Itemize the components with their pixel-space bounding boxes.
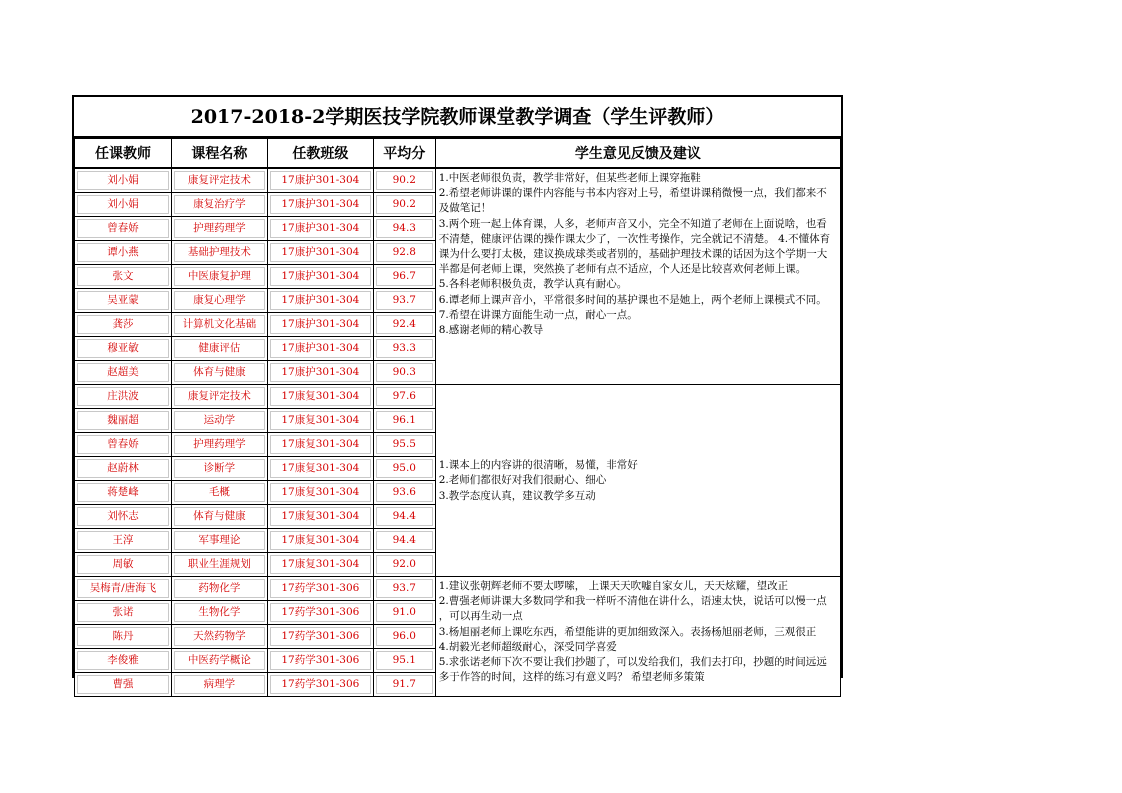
- score-value: 93.7: [376, 291, 433, 310]
- feedback-line: 2.曹强老师讲课大多数同学和我一样听不清他在讲什么，语速太快，说话可以慢一点 ，可以再生动一点: [438, 595, 827, 623]
- feedback-line: 3.杨旭丽老师上课吃东西，希望能讲的更加细致深入。表扬杨旭丽老师，三观很正: [438, 625, 817, 638]
- table-row: [75, 168, 841, 193]
- cell-course[interactable]: [171, 168, 267, 193]
- cell-class[interactable]: [267, 241, 373, 265]
- cell-teacher[interactable]: [75, 505, 172, 529]
- score-value: 91.0: [376, 603, 433, 622]
- feedback-line: 8.感谢老师的精心教导: [438, 324, 544, 337]
- teacher-value: 庄洪波: [77, 387, 169, 406]
- cell-teacher[interactable]: [75, 313, 172, 337]
- teacher-value: 龚莎: [77, 315, 169, 334]
- header-row: [75, 139, 841, 169]
- cell-class[interactable]: [267, 577, 373, 601]
- table-row: [75, 385, 841, 409]
- cell-class[interactable]: [267, 601, 373, 625]
- class-value: 17康复301-304: [270, 459, 371, 478]
- cell-score[interactable]: [373, 168, 435, 193]
- cell-score[interactable]: [373, 577, 435, 601]
- cell-score[interactable]: [373, 361, 435, 385]
- teacher-value: 蒋楚峰: [77, 483, 169, 502]
- feedback-line: 7.希望在讲课方面能生动一点，耐心一点。: [438, 308, 638, 321]
- cell-teacher[interactable]: [75, 361, 172, 385]
- teacher-value: 吴梅青/唐海飞: [77, 579, 169, 598]
- cell-teacher[interactable]: [75, 625, 172, 649]
- cell-class[interactable]: [267, 168, 373, 193]
- cell-class[interactable]: [267, 529, 373, 553]
- cell-class[interactable]: [267, 289, 373, 313]
- course-value: 护理药理学: [174, 219, 265, 238]
- teacher-value: 王淳: [77, 531, 169, 550]
- course-value: 基础护理技术: [174, 243, 265, 262]
- cell-teacher[interactable]: [75, 265, 172, 289]
- course-value: 计算机文化基础: [174, 315, 265, 334]
- course-value: 康复评定技术: [174, 171, 265, 190]
- class-value: 17康护301-304: [270, 363, 371, 382]
- score-value: 92.0: [376, 555, 433, 574]
- header-teacher: 任课教师: [75, 139, 172, 169]
- cell-course[interactable]: [171, 193, 267, 217]
- feedback-line: 5.各科老师积极负责，教学认真有耐心。: [438, 278, 628, 291]
- table-body: [75, 168, 841, 697]
- feedback-line: 5.求张诺老师下次不要让我们抄题了，可以发给我们，我们去打印，抄题的时间远远多于作答的时间，这样的练习有意义吗？ 希望老师多策策: [438, 656, 827, 684]
- feedback-cell[interactable]: [435, 577, 840, 697]
- spreadsheet: [72, 95, 843, 690]
- teacher-value: 曾春娇: [77, 219, 169, 238]
- cell-course[interactable]: [171, 601, 267, 625]
- course-value: 中医康复护理: [174, 267, 265, 286]
- cell-course[interactable]: [171, 265, 267, 289]
- cell-class[interactable]: [267, 337, 373, 361]
- feedback-line: 1.中医老师很负责，教学非常好，但某些老师上课穿拖鞋: [438, 172, 701, 184]
- course-value: 护理药理学: [174, 435, 265, 454]
- score-value: 95.1: [376, 651, 433, 670]
- score-value: 90.2: [376, 171, 433, 190]
- class-value: 17药学301-306: [270, 651, 371, 670]
- feedback-line: 2.希望老师讲课的课件内容能与书本内容对上号，希望讲课稍微慢一点，我们都来不及做笔记！: [438, 187, 827, 215]
- score-value: 94.4: [376, 507, 433, 526]
- cell-course[interactable]: [171, 673, 267, 697]
- cell-class[interactable]: [267, 649, 373, 673]
- cell-class[interactable]: [267, 265, 373, 289]
- cell-class[interactable]: [267, 361, 373, 385]
- class-value: 17康复301-304: [270, 507, 371, 526]
- cell-score[interactable]: [373, 337, 435, 361]
- class-value: 17康复301-304: [270, 435, 371, 454]
- cell-course[interactable]: [171, 553, 267, 577]
- cell-teacher[interactable]: [75, 601, 172, 625]
- teacher-value: 张文: [77, 267, 169, 286]
- course-value: 毛概: [174, 483, 265, 502]
- cell-teacher[interactable]: [75, 409, 172, 433]
- teacher-value: 赵超美: [77, 363, 169, 382]
- class-value: 17康护301-304: [270, 291, 371, 310]
- cell-course[interactable]: [171, 241, 267, 265]
- class-value: 17康护301-304: [270, 171, 371, 190]
- score-value: 90.3: [376, 363, 433, 382]
- cell-teacher[interactable]: [75, 481, 172, 505]
- feedback-line: 6.谭老师上课声音小，平常很多时间的基护课也不是她上，两个老师上课模式不同。: [438, 293, 827, 306]
- teacher-value: 曾春娇: [77, 435, 169, 454]
- course-value: 职业生涯规划: [174, 555, 265, 574]
- cell-teacher[interactable]: [75, 457, 172, 481]
- cell-score[interactable]: [373, 217, 435, 241]
- class-value: 17康复301-304: [270, 411, 371, 430]
- class-value: 17药学301-306: [270, 579, 371, 598]
- cell-class[interactable]: [267, 433, 373, 457]
- cell-score[interactable]: [373, 601, 435, 625]
- cell-course[interactable]: [171, 433, 267, 457]
- cell-score[interactable]: [373, 265, 435, 289]
- cell-score[interactable]: [373, 673, 435, 697]
- evaluation-table: [74, 138, 841, 697]
- cell-teacher[interactable]: [75, 577, 172, 601]
- cell-score[interactable]: [373, 241, 435, 265]
- page-title: 2017-2018-2学期医技学院教师课堂教学调查（学生评教师）: [74, 97, 841, 138]
- class-value: 17康护301-304: [270, 219, 371, 238]
- cell-score[interactable]: [373, 481, 435, 505]
- feedback-text: [439, 458, 836, 504]
- feedback-line: 2.老师们都很好对我们很耐心、细心: [438, 474, 607, 487]
- score-value: 91.7: [376, 675, 433, 694]
- score-value: 93.3: [376, 339, 433, 358]
- cell-course[interactable]: [171, 217, 267, 241]
- header-course: 课程名称: [171, 139, 267, 169]
- header-feedback: 学生意见反馈及建议: [435, 139, 840, 169]
- class-value: 17康护301-304: [270, 315, 371, 334]
- cell-score[interactable]: [373, 457, 435, 481]
- cell-score[interactable]: [373, 409, 435, 433]
- cell-teacher[interactable]: [75, 385, 172, 409]
- cell-course[interactable]: [171, 505, 267, 529]
- cell-course[interactable]: [171, 457, 267, 481]
- cell-course[interactable]: [171, 577, 267, 601]
- cell-course[interactable]: [171, 385, 267, 409]
- cell-teacher[interactable]: [75, 217, 172, 241]
- score-value: 97.6: [376, 387, 433, 406]
- cell-class[interactable]: [267, 553, 373, 577]
- table-row: [75, 577, 841, 601]
- class-value: 17康护301-304: [270, 267, 371, 286]
- teacher-value: 刘怀志: [77, 507, 169, 526]
- score-value: 93.7: [376, 579, 433, 598]
- feedback-line: 1.建议张朝辉老师不要太啰嗦， 上课天天吹嘘自家女儿，天天炫耀，望改正: [438, 580, 789, 592]
- class-value: 17康复301-304: [270, 531, 371, 550]
- feedback-line: 3.两个班一起上体育课，人多，老师声音又小，完全不知道了老师在上面说啥，也看不清楚，健康评估课的操作课太少了，一次性考操作，完全就记不清楚。 4.不懂体育课为什么要打太极，建议换成球类或者别的，基础护理技术课的话因为这个学期一大半都是何老师上课，突然换了老师有点不适应，个人还是比较喜欢何老师上课。: [438, 217, 831, 276]
- cell-score[interactable]: [373, 193, 435, 217]
- course-value: 体育与健康: [174, 363, 265, 382]
- score-value: 95.5: [376, 435, 433, 454]
- cell-score[interactable]: [373, 385, 435, 409]
- cell-course[interactable]: [171, 481, 267, 505]
- cell-score[interactable]: [373, 433, 435, 457]
- cell-score[interactable]: [373, 313, 435, 337]
- header-score: 平均分: [373, 139, 435, 169]
- cell-teacher[interactable]: [75, 529, 172, 553]
- cell-course[interactable]: [171, 361, 267, 385]
- cell-course[interactable]: [171, 529, 267, 553]
- cell-score[interactable]: [373, 289, 435, 313]
- cell-class[interactable]: [267, 217, 373, 241]
- class-value: 17康护301-304: [270, 195, 371, 214]
- feedback-cell[interactable]: [435, 385, 840, 577]
- teacher-value: 赵蔚林: [77, 459, 169, 478]
- class-value: 17康复301-304: [270, 555, 371, 574]
- cell-score[interactable]: [373, 625, 435, 649]
- course-value: 健康评估: [174, 339, 265, 358]
- cell-class[interactable]: [267, 409, 373, 433]
- cell-teacher[interactable]: [75, 649, 172, 673]
- teacher-value: 谭小燕: [77, 243, 169, 262]
- class-value: 17药学301-306: [270, 675, 371, 694]
- cell-class[interactable]: [267, 505, 373, 529]
- score-value: 93.6: [376, 483, 433, 502]
- cell-teacher[interactable]: [75, 193, 172, 217]
- course-value: 体育与健康: [174, 507, 265, 526]
- cell-teacher[interactable]: [75, 289, 172, 313]
- course-value: 康复评定技术: [174, 387, 265, 406]
- class-value: 17药学301-306: [270, 627, 371, 646]
- cell-teacher[interactable]: [75, 553, 172, 577]
- feedback-cell[interactable]: [435, 168, 840, 385]
- cell-teacher[interactable]: [75, 673, 172, 697]
- score-value: 96.0: [376, 627, 433, 646]
- score-value: 90.2: [376, 195, 433, 214]
- teacher-value: 刘小娟: [77, 195, 169, 214]
- cell-course[interactable]: [171, 409, 267, 433]
- class-value: 17康护301-304: [270, 339, 371, 358]
- cell-course[interactable]: [171, 649, 267, 673]
- course-value: 运动学: [174, 411, 265, 430]
- feedback-text: [439, 171, 836, 384]
- course-value: 诊断学: [174, 459, 265, 478]
- class-value: 17药学301-306: [270, 603, 371, 622]
- header-class: 任教班级: [267, 139, 373, 169]
- feedback-text: [439, 579, 836, 696]
- course-value: 天然药物学: [174, 627, 265, 646]
- course-value: 康复心理学: [174, 291, 265, 310]
- class-value: 17康护301-304: [270, 243, 371, 262]
- teacher-value: 周敏: [77, 555, 169, 574]
- course-value: 军事理论: [174, 531, 265, 550]
- cell-score[interactable]: [373, 649, 435, 673]
- cell-class[interactable]: [267, 481, 373, 505]
- score-value: 96.1: [376, 411, 433, 430]
- cell-class[interactable]: [267, 313, 373, 337]
- teacher-value: 吴亚蒙: [77, 291, 169, 310]
- score-value: 94.3: [376, 219, 433, 238]
- cell-course[interactable]: [171, 625, 267, 649]
- cell-class[interactable]: [267, 385, 373, 409]
- class-value: 17康复301-304: [270, 387, 371, 406]
- cell-class[interactable]: [267, 193, 373, 217]
- feedback-line: 1.课本上的内容讲的很清晰，易懂，非常好: [438, 459, 638, 472]
- cell-score[interactable]: [373, 553, 435, 577]
- course-value: 康复治疗学: [174, 195, 265, 214]
- teacher-value: 魏丽超: [77, 411, 169, 430]
- feedback-line: 4.胡毅光老师超级耐心，深受同学喜爱: [438, 640, 617, 653]
- score-value: 92.8: [376, 243, 433, 262]
- teacher-value: 曹强: [77, 675, 169, 694]
- cell-class[interactable]: [267, 673, 373, 697]
- cell-teacher[interactable]: [75, 241, 172, 265]
- course-value: 药物化学: [174, 579, 265, 598]
- cell-teacher[interactable]: [75, 433, 172, 457]
- cell-course[interactable]: [171, 337, 267, 361]
- cell-teacher[interactable]: [75, 337, 172, 361]
- teacher-value: 张诺: [77, 603, 169, 622]
- feedback-line: 3.教学态度认真，建议教学多互动: [438, 489, 596, 502]
- class-value: 17康复301-304: [270, 483, 371, 502]
- teacher-value: 穆亚敏: [77, 339, 169, 358]
- teacher-value: 刘小娟: [77, 171, 169, 190]
- cell-class[interactable]: [267, 457, 373, 481]
- score-value: 94.4: [376, 531, 433, 550]
- score-value: 96.7: [376, 267, 433, 286]
- cell-teacher[interactable]: [75, 168, 172, 193]
- cell-class[interactable]: [267, 625, 373, 649]
- cell-score[interactable]: [373, 529, 435, 553]
- score-value: 95.0: [376, 459, 433, 478]
- course-value: 病理学: [174, 675, 265, 694]
- course-value: 中医药学概论: [174, 651, 265, 670]
- course-value: 生物化学: [174, 603, 265, 622]
- cell-course[interactable]: [171, 289, 267, 313]
- cell-score[interactable]: [373, 505, 435, 529]
- teacher-value: 李俊雅: [77, 651, 169, 670]
- cell-course[interactable]: [171, 313, 267, 337]
- score-value: 92.4: [376, 315, 433, 334]
- teacher-value: 陈丹: [77, 627, 169, 646]
